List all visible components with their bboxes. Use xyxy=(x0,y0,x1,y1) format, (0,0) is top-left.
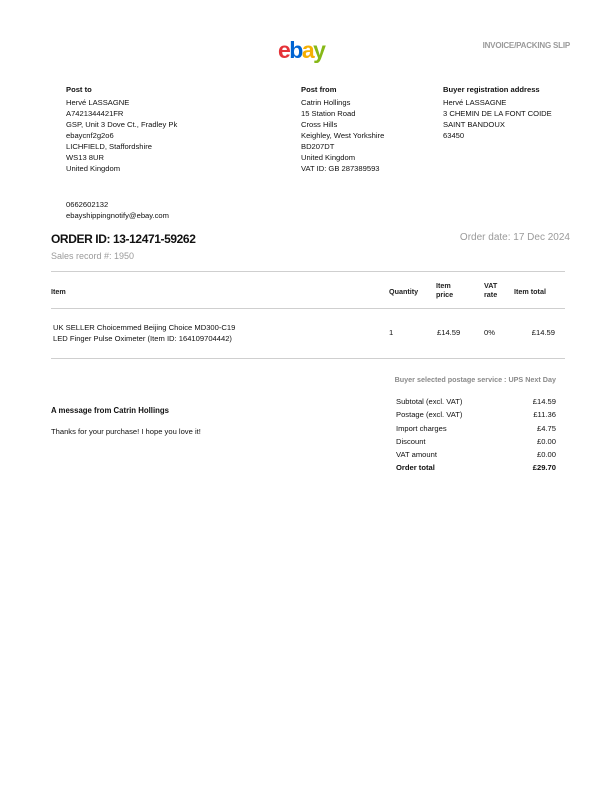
ebay-logo xyxy=(278,38,338,64)
post-to-block xyxy=(66,84,177,174)
totals-row-discount xyxy=(396,435,556,448)
order-id: ORDER ID: 13-12471-59262 xyxy=(51,232,196,246)
post-to-line: GSP, Unit 3 Dove Ct., Fradley Pk xyxy=(66,120,178,129)
post-to-line: WS13 8UR xyxy=(66,153,104,162)
post-from-line: Keighley, West Yorkshire xyxy=(301,131,385,140)
item-description-line: UK SELLER Choicemmed Beijing Choice MD300-C19 xyxy=(53,323,236,332)
table-row xyxy=(51,322,565,348)
column-header-vat-rate: VAT rate xyxy=(484,281,498,299)
logo-letter-a: a xyxy=(301,38,314,63)
buyer-address-line: Hervé LASSAGNE xyxy=(443,98,507,107)
buyer-address-block xyxy=(443,84,552,141)
post-to-line: ebaycnf2g2o6 xyxy=(66,131,114,140)
column-header-item-price: Item price xyxy=(436,281,454,299)
item-vat-rate: 0% xyxy=(484,328,495,337)
svg-text:ebay xyxy=(278,38,326,63)
post-from-heading: Post from xyxy=(301,85,337,94)
item-total: £14.59 xyxy=(531,328,555,337)
logo-letter-y: y xyxy=(313,38,325,63)
totals-value: £0.00 xyxy=(536,436,556,446)
column-header-item-total: Item total xyxy=(514,287,546,296)
totals-value: £11.36 xyxy=(533,410,556,420)
logo-letter-e: e xyxy=(278,38,290,63)
column-header-quantity: Quantity xyxy=(389,287,419,296)
totals-label: Postage (excl. VAT) xyxy=(396,410,463,420)
contact-block xyxy=(66,199,169,221)
item-description-line: LED Finger Pulse Oximeter (Item ID: 164109704442) xyxy=(53,334,232,343)
totals-value: £29.70 xyxy=(532,463,556,473)
seller-message-title: A message from Catrin Hollings xyxy=(51,406,169,415)
buyer-address-line: 63450 xyxy=(443,131,465,140)
email-address: ebayshippingnotify@ebay.com xyxy=(66,211,169,220)
document-type-label: INVOICE/PACKING SLIP xyxy=(482,41,570,50)
totals-row-order-total xyxy=(396,461,556,474)
item-price: £14.59 xyxy=(437,328,461,337)
table-header-divider xyxy=(51,308,565,309)
totals-row-postage xyxy=(396,408,556,421)
ebay-logo-graphic xyxy=(278,38,338,64)
column-header-item: Item xyxy=(51,287,66,296)
totals-value: £14.59 xyxy=(532,397,556,406)
post-to-line: Hervé LASSAGNE xyxy=(66,98,130,107)
post-from-line: Cross Hills xyxy=(301,120,338,129)
totals-row-import-charges xyxy=(396,422,556,435)
post-from-line: United Kingdom xyxy=(301,153,356,162)
totals-label: Import charges xyxy=(396,423,447,433)
totals-value: £0.00 xyxy=(536,450,556,460)
table-bottom-divider xyxy=(51,358,565,359)
totals-label: Order total xyxy=(396,463,435,473)
table-top-divider xyxy=(51,271,565,272)
buyer-address-line: SAINT BANDOUX xyxy=(443,120,505,129)
totals-value: £4.75 xyxy=(536,423,556,433)
buyer-address-heading: Buyer registration address xyxy=(443,85,540,94)
post-from-line: BD207DT xyxy=(301,142,335,151)
post-to-line: LICHFIELD, Staffordshire xyxy=(66,142,152,151)
sales-record: Sales record #: 1950 xyxy=(51,251,135,261)
post-from-line: 15 Station Road xyxy=(301,109,356,118)
totals-row-vat-amount xyxy=(396,448,556,461)
totals-label: VAT amount xyxy=(396,450,437,460)
post-from-block xyxy=(301,84,384,174)
totals-label: Discount xyxy=(396,436,426,446)
order-date: Order date: 17 Dec 2024 xyxy=(459,232,570,243)
totals-summary xyxy=(396,395,556,475)
item-quantity: 1 xyxy=(389,328,394,337)
phone-number: 0662602132 xyxy=(66,200,109,209)
logo-letter-b: b xyxy=(289,38,302,63)
postage-service: Buyer selected postage service : UPS Next Day xyxy=(394,375,556,384)
totals-label: Subtotal (excl. VAT) xyxy=(396,397,463,406)
totals-row-subtotal xyxy=(396,395,556,408)
seller-message-body: Thanks for your purchase! I hope you love it! xyxy=(51,427,201,436)
post-from-line: Catrin Hollings xyxy=(301,98,351,107)
post-to-line: A7421344421FR xyxy=(66,109,124,118)
buyer-address-line: 3 CHEMIN DE LA FONT COIDE xyxy=(443,109,552,118)
post-to-heading: Post to xyxy=(66,85,92,94)
post-to-line: United Kingdom xyxy=(66,164,121,173)
item-description xyxy=(53,322,235,344)
post-from-line: VAT ID: GB 287389593 xyxy=(301,164,380,173)
